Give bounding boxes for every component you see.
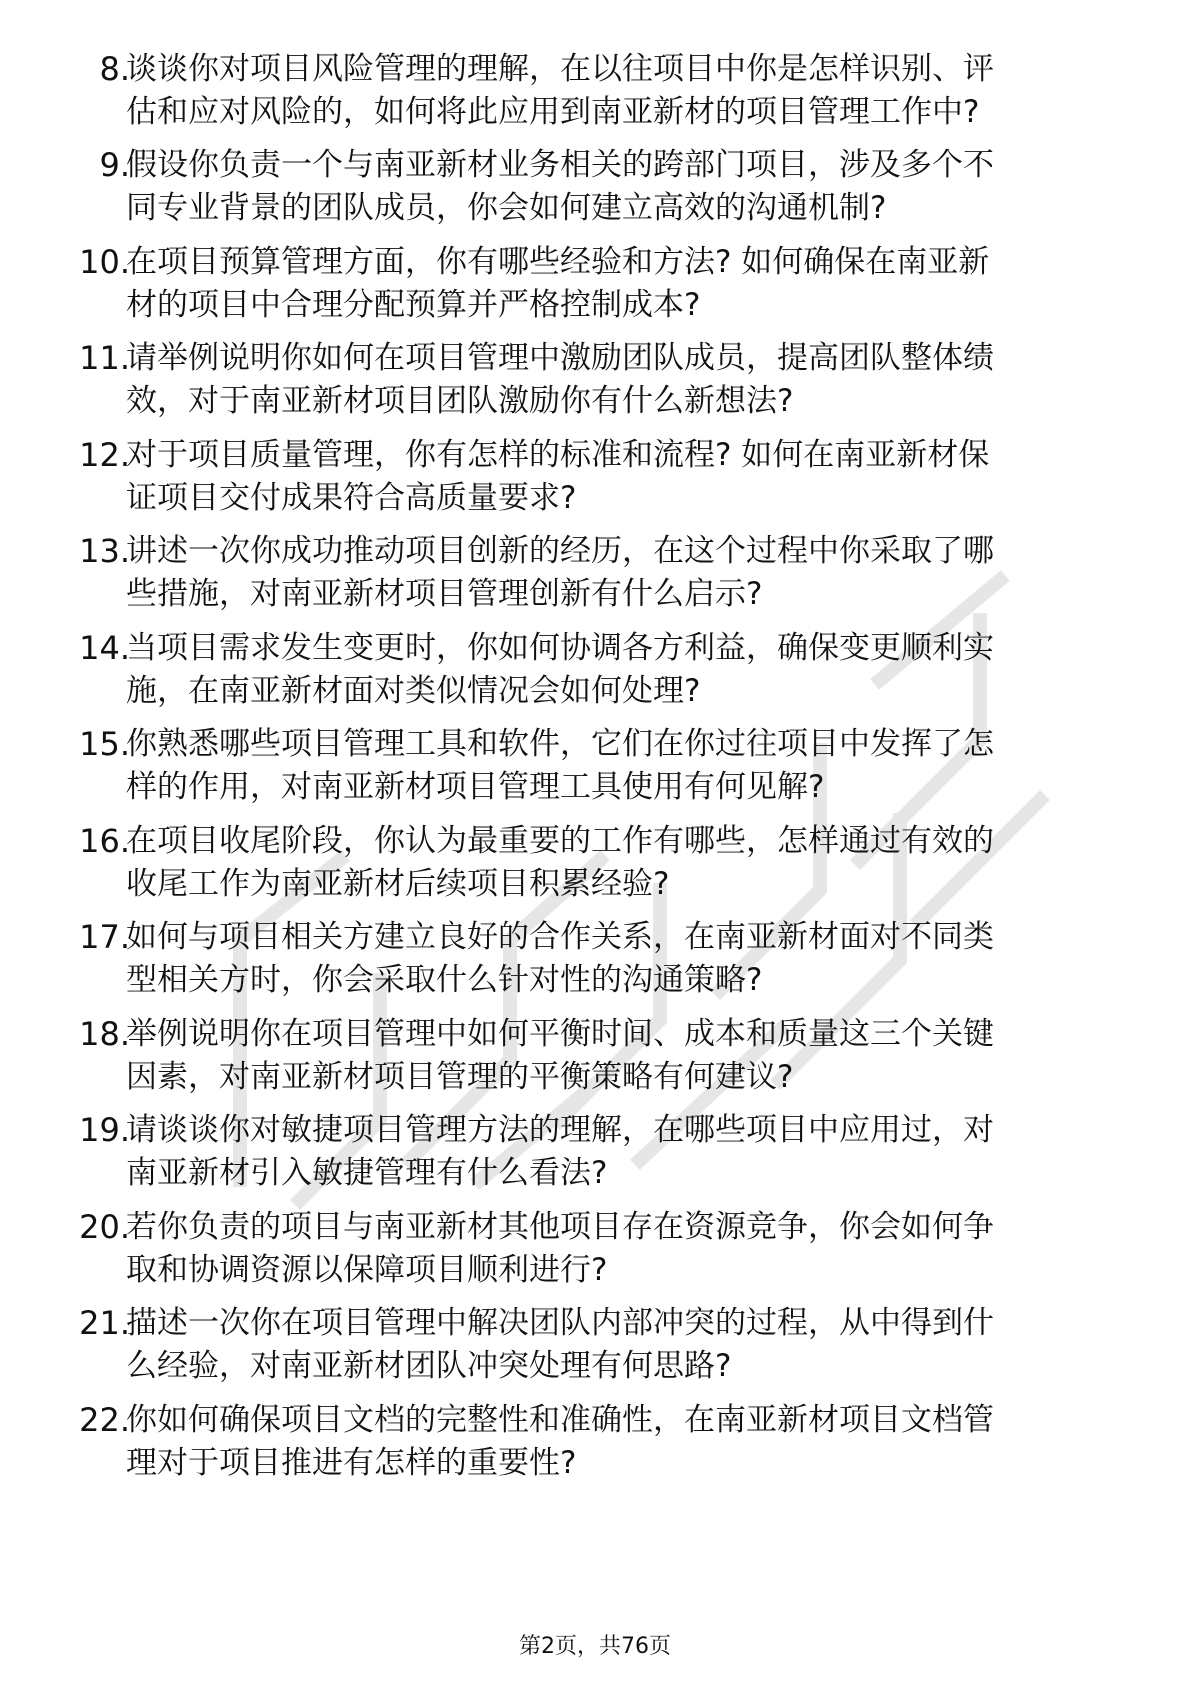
question-text-line: 么经验，对南亚新材团队冲突处理有何思路? bbox=[126, 1348, 732, 1384]
question-item bbox=[0, 1109, 1190, 1199]
question-number: 16. bbox=[79, 822, 130, 860]
question-item bbox=[0, 820, 1190, 910]
question-text-line: 若你负责的项目与南亚新材其他项目存在资源竞争，你会如何争 bbox=[126, 1209, 994, 1245]
question-text-line: 对于项目质量管理，你有怎样的标准和流程? 如何在南亚新材保 bbox=[126, 437, 990, 473]
question-item bbox=[0, 337, 1190, 427]
question-text-line: 南亚新材引入敏捷管理有什么看法? bbox=[126, 1155, 608, 1191]
question-item bbox=[0, 434, 1190, 524]
question-number: 8. bbox=[99, 50, 130, 88]
question-number: 18. bbox=[79, 1015, 130, 1053]
question-item bbox=[0, 627, 1190, 717]
question-number: 15. bbox=[79, 725, 130, 763]
question-number: 21. bbox=[79, 1304, 130, 1342]
question-text-line: 样的作用，对南亚新材项目管理工具使用有何见解? bbox=[126, 769, 825, 805]
question-text-line: 些措施，对南亚新材项目管理创新有什么启示? bbox=[126, 576, 763, 612]
question-text-line: 收尾工作为南亚新材后续项目积累经验? bbox=[126, 866, 670, 902]
question-text-line: 同专业背景的团队成员，你会如何建立高效的沟通机制? bbox=[126, 190, 887, 226]
question-text-line: 型相关方时，你会采取什么针对性的沟通策略? bbox=[126, 962, 763, 998]
question-text-line: 请谈谈你对敏捷项目管理方法的理解，在哪些项目中应用过，对 bbox=[126, 1112, 994, 1148]
question-text-line: 效，对于南亚新材项目团队激励你有什么新想法? bbox=[126, 383, 794, 419]
question-number: 9. bbox=[99, 146, 130, 184]
question-text-line: 如何与项目相关方建立良好的合作关系，在南亚新材面对不同类 bbox=[126, 919, 994, 955]
question-item bbox=[0, 144, 1190, 234]
question-item bbox=[0, 916, 1190, 1006]
question-item bbox=[0, 1206, 1190, 1296]
question-text-line: 假设你负责一个与南亚新材业务相关的跨部门项目，涉及多个不 bbox=[126, 147, 994, 183]
question-item bbox=[0, 241, 1190, 331]
question-text-line: 取和协调资源以保障项目顺利进行? bbox=[126, 1252, 608, 1288]
question-text-line: 你熟悉哪些项目管理工具和软件，它们在你过往项目中发挥了怎 bbox=[126, 726, 994, 762]
question-text-line: 谈谈你对项目风险管理的理解，在以往项目中你是怎样识别、评 bbox=[126, 51, 994, 87]
question-number: 20. bbox=[79, 1208, 130, 1246]
question-number: 22. bbox=[79, 1401, 130, 1439]
question-text-line: 施，在南亚新材面对类似情况会如何处理? bbox=[126, 673, 701, 709]
question-number: 14. bbox=[79, 629, 130, 667]
question-item bbox=[0, 48, 1190, 138]
page-number-label: 第2页，共76页 bbox=[519, 1634, 671, 1659]
question-item bbox=[0, 1013, 1190, 1103]
question-text-line: 证项目交付成果符合高质量要求? bbox=[126, 480, 577, 516]
question-text-line: 估和应对风险的，如何将此应用到南亚新材的项目管理工作中? bbox=[126, 94, 980, 130]
question-number: 13. bbox=[79, 532, 130, 570]
question-text-line: 在项目收尾阶段，你认为最重要的工作有哪些，怎样通过有效的 bbox=[126, 823, 994, 859]
question-number: 17. bbox=[79, 918, 130, 956]
question-number: 12. bbox=[79, 436, 130, 474]
page-footer bbox=[0, 1632, 1190, 1662]
question-text-line: 材的项目中合理分配预算并严格控制成本? bbox=[126, 287, 701, 323]
question-number: 19. bbox=[79, 1111, 130, 1149]
question-item bbox=[0, 530, 1190, 620]
question-number: 10. bbox=[79, 243, 130, 281]
question-text-line: 讲述一次你成功推动项目创新的经历，在这个过程中你采取了哪 bbox=[126, 533, 994, 569]
question-text-line: 你如何确保项目文档的完整性和准确性，在南亚新材项目文档管 bbox=[126, 1402, 994, 1438]
question-text-line: 理对于项目推进有怎样的重要性? bbox=[126, 1445, 577, 1481]
question-text-line: 请举例说明你如何在项目管理中激励团队成员，提高团队整体绩 bbox=[126, 340, 994, 376]
question-item bbox=[0, 1302, 1190, 1392]
question-text-line: 当项目需求发生变更时，你如何协调各方利益，确保变更顺利实 bbox=[126, 630, 994, 666]
question-text-line: 因素，对南亚新材项目管理的平衡策略有何建议? bbox=[126, 1059, 794, 1095]
question-text-line: 在项目预算管理方面，你有哪些经验和方法? 如何确保在南亚新 bbox=[126, 244, 990, 280]
question-item bbox=[0, 723, 1190, 813]
question-number: 11. bbox=[79, 339, 130, 377]
question-text-line: 描述一次你在项目管理中解决团队内部冲突的过程，从中得到什 bbox=[126, 1305, 994, 1341]
question-text-line: 举例说明你在项目管理中如何平衡时间、成本和质量这三个关键 bbox=[126, 1016, 994, 1052]
question-item bbox=[0, 1399, 1190, 1489]
